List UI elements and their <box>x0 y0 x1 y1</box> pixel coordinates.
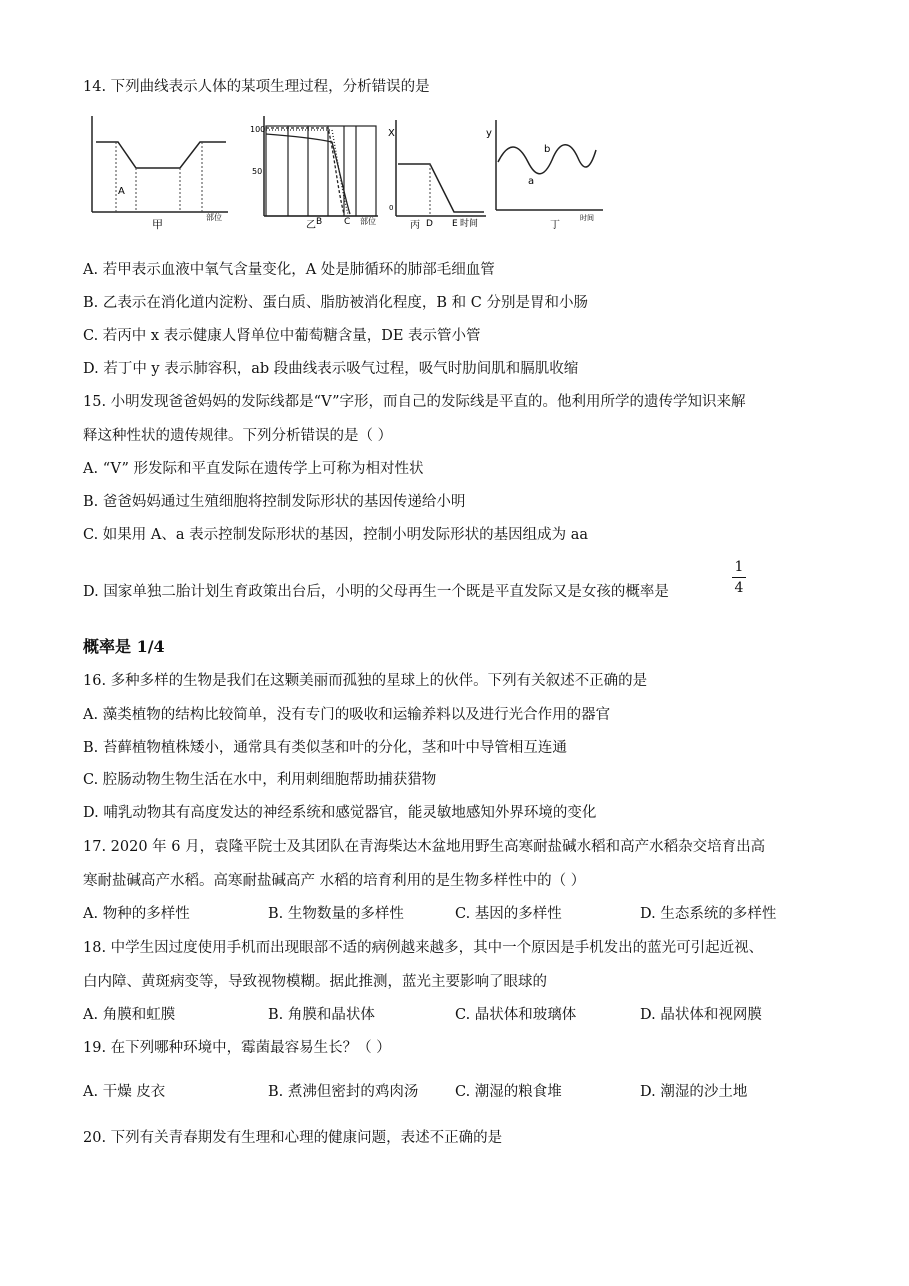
jia-caption: 甲 <box>152 218 163 231</box>
q19-option-a: A. 干燥 皮衣 <box>83 1084 166 1100</box>
fraction-numerator: 1 <box>734 559 744 575</box>
q14-stem: 14. 下列曲线表示人体的某项生理过程，分析错误的是 <box>83 79 430 95</box>
q18-option-a: A. 角膜和虹膜 <box>83 1007 176 1023</box>
q19-option-c: C. 潮湿的粮食堆 <box>455 1084 562 1100</box>
chart-ding <box>486 120 603 231</box>
q15-option-c: C. 如果用 A、a 表示控制发际形状的基因，控制小明发际形状的基因组成为 aa <box>83 527 589 543</box>
q14-option-d: D. 若丁中 y 表示肺容积，ab 段曲线表示吸气过程，吸气时肋间肌和膈肌收缩 <box>83 361 579 377</box>
q19-option-d: D. 潮湿的沙土地 <box>640 1084 748 1100</box>
q16-stem: 16. 多种多样的生物是我们在这颗美丽而孤独的星球上的伙伴。下列有关叙述不正确的是 <box>83 673 648 689</box>
jia-label-a: A <box>118 186 125 197</box>
bing-origin: 0 <box>389 204 394 212</box>
q14-figure <box>88 112 608 234</box>
yi-label-c: C <box>344 217 351 227</box>
q17-option-b: B. 生物数量的多样性 <box>268 906 404 922</box>
chart-jia <box>92 116 228 231</box>
ding-axis-y: y <box>486 128 492 139</box>
q15-option-a: A. “V” 形发际和平直发际在遗传学上可称为相对性状 <box>83 461 424 477</box>
chart-bing <box>388 120 486 231</box>
q15-option-d: D. 国家单独二胎计划生育政策出台后，小明的父母再生一个既是平直发际又是女孩的概率是 <box>83 584 669 600</box>
ding-label-a: a <box>528 176 535 187</box>
jia-axis-x: 部位 <box>206 213 222 222</box>
q14-curves-image <box>88 112 608 234</box>
yi-tick-100: 100 <box>250 125 266 134</box>
q15-fraction <box>732 558 746 597</box>
q17-option-d: D. 生态系统的多样性 <box>640 906 777 922</box>
q20-stem: 20. 下列有关青春期发有生理和心理的健康问题，表述不正确的是 <box>83 1130 503 1146</box>
q14-option-c: C. 若丙中 x 表示健康人肾单位中葡萄糖含量，DE 表示管小管 <box>83 328 481 344</box>
yi-label-b: B <box>316 217 323 227</box>
q15-answer-note: 概率是 1/4 <box>83 637 165 656</box>
bing-label-e: E <box>452 219 458 229</box>
q14-option-b: B. 乙表示在消化道内淀粉、蛋白质、脂肪被消化程度，B 和 C 分别是胃和小肠 <box>83 295 588 311</box>
yi-axis-x: 部位 <box>360 217 376 226</box>
q18-option-b: B. 角膜和晶状体 <box>268 1007 375 1023</box>
q16-option-c: C. 腔肠动物生物生活在水中，利用刺细胞帮助捕获猎物 <box>83 772 437 788</box>
ding-axis-x: 时间 <box>580 214 594 222</box>
q18-stem-line2: 白内障、黄斑病变等，导致视物模糊。据此推测，蓝光主要影响了眼球的 <box>83 974 547 990</box>
q16-option-b: B. 苔藓植物植株矮小，通常具有类似茎和叶的分化，茎和叶中导管相互连通 <box>83 740 567 756</box>
bing-label-d: D <box>426 219 433 229</box>
q18-stem-line1: 18. 中学生因过度使用手机而出现眼部不适的病例越来越多，其中一个原因是手机发出的蓝光可引起近视、 <box>83 940 764 956</box>
q18-option-c: C. 晶状体和玻璃体 <box>455 1007 577 1023</box>
q15-option-b: B. 爸爸妈妈通过生殖细胞将控制发际形状的基因传递给小明 <box>83 494 466 510</box>
yi-caption: 乙 <box>306 220 316 231</box>
bing-caption: 丙 <box>410 220 420 231</box>
bing-axis-x: 时间 <box>460 219 479 229</box>
q15-stem-line1: 15. 小明发现爸爸妈妈的发际线都是“V”字形，而自己的发际线是平直的。他利用所学的遗传学知识来解 <box>83 394 746 410</box>
q14-option-a: A. 若甲表示血液中氧气含量变化，A 处是肺循环的肺部毛细血管 <box>83 262 495 278</box>
q15-stem-line2: 释这种性状的遗传规律。下列分析错误的是（ ） <box>83 428 393 444</box>
q18-option-d: D. 晶状体和视网膜 <box>640 1007 762 1023</box>
chart-yi <box>250 116 378 231</box>
q17-stem-line2: 寒耐盐碱高产水稻。高寒耐盐碱高产 水稻的培育利用的是生物多样性中的（ ） <box>83 873 586 889</box>
q17-option-a: A. 物种的多样性 <box>83 906 190 922</box>
ding-label-b: b <box>544 144 551 155</box>
q17-stem-line1: 17. 2020 年 6 月，袁隆平院士及其团队在青海柴达木盆地用野生高寒耐盐碱水稻和高产水稻杂交培育出高 <box>83 839 766 855</box>
bing-axis-y: X <box>388 128 395 139</box>
q16-option-a: A. 藻类植物的结构比较简单，没有专门的吸收和运输养料以及进行光合作用的器官 <box>83 707 611 723</box>
q17-option-c: C. 基因的多样性 <box>455 906 562 922</box>
fraction-denominator: 4 <box>734 580 744 596</box>
q19-option-b: B. 煮沸但密封的鸡肉汤 <box>268 1084 419 1100</box>
yi-tick-50: 50 <box>252 167 263 176</box>
q19-stem: 19. 在下列哪种环境中，霉菌最容易生长？（ ） <box>83 1040 391 1056</box>
q16-option-d: D. 哺乳动物其有高度发达的神经系统和感觉器官，能灵敏地感知外界环境的变化 <box>83 805 597 821</box>
ding-caption: 丁 <box>550 220 560 231</box>
